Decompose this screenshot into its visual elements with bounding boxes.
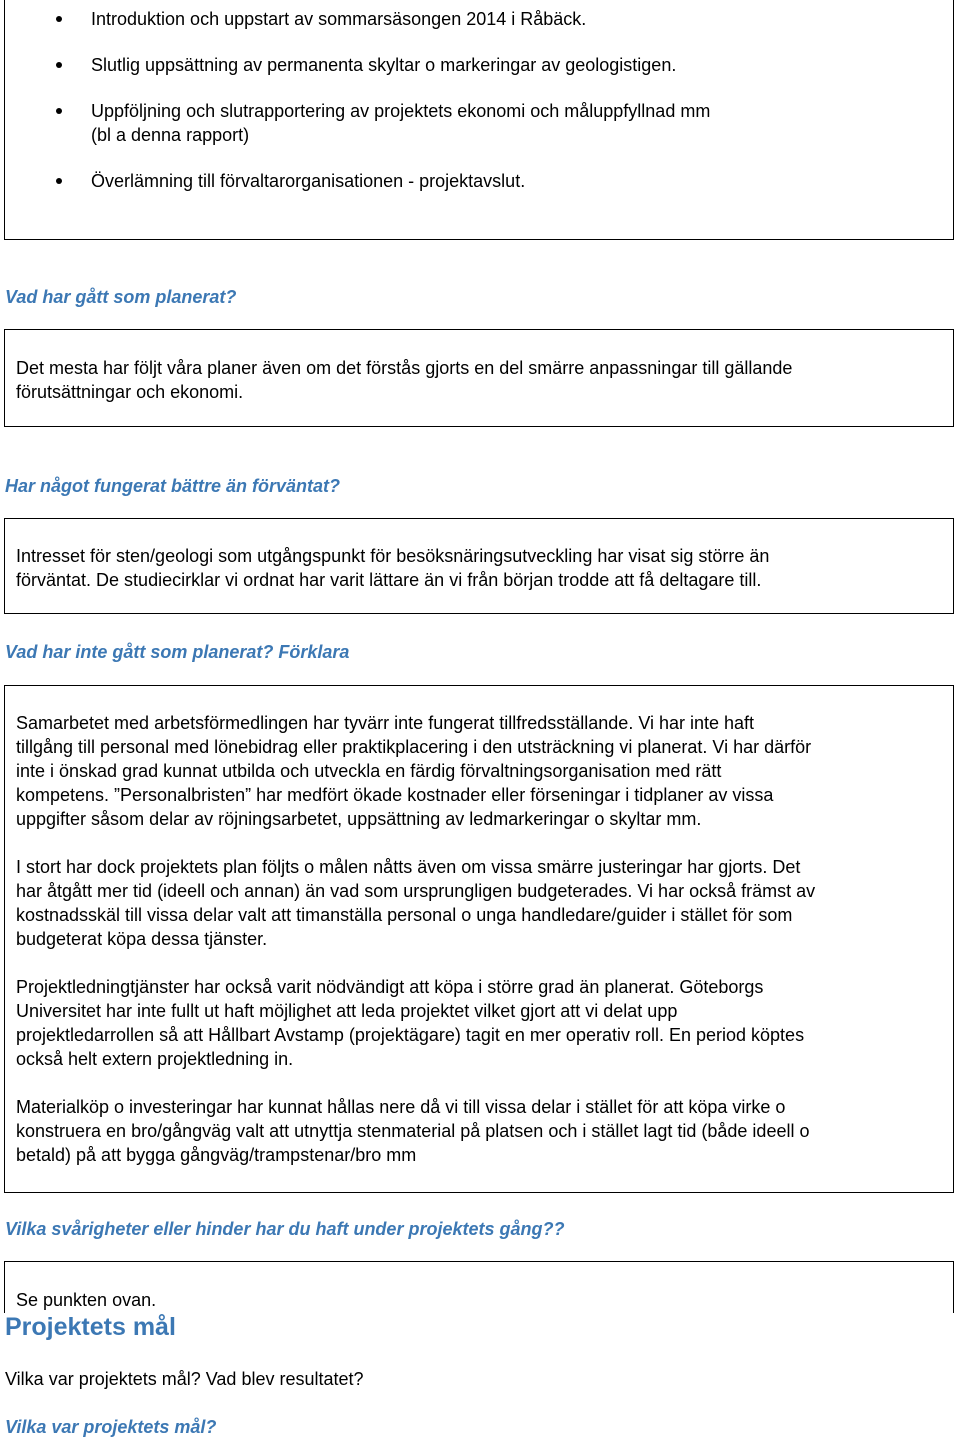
plan-bullet-item (5, 169, 953, 193)
answer-line: uppgifter såsom delar av röjningsarbetet, uppsättning av ledmarkeringar o skyltar mm. (16, 809, 702, 829)
plan-bullet-text: Introduktion och uppstart av sommarsäsongen 2014 i Råbäck. (91, 9, 587, 29)
bullet-dot-icon (56, 62, 62, 68)
plan-bullet-text: Överlämning till förvaltarorganisationen - projektavslut. (91, 171, 526, 191)
answer-line: Projektledningtjänster har också varit nödvändigt att köpa i större grad än planerat. Göteborgs (16, 977, 764, 997)
not-planned-answer-text (16, 711, 815, 1167)
answer-line: inte i önskad grad kunnat utbilda och utveckla en färdig förvaltningsorganisation med rätt (16, 761, 722, 781)
plan-bullet-text: Slutlig uppsättning av permanenta skyltar o markeringar av geologistigen. (91, 55, 677, 75)
goals-subheading: Vilka var projektets mål? (5, 1417, 217, 1437)
plan-box (4, 0, 954, 240)
answer-line: betald) på att bygga gångväg/trampstenar/bro mm (16, 1145, 417, 1165)
answer-line: kompetens. ”Personalbristen” har medfört ökade kostnader eller förseningar i tidplaner av vissa (16, 785, 774, 805)
plan-bullet-item (5, 99, 953, 147)
answer-paragraph (16, 1095, 815, 1167)
better-answer-box (4, 518, 954, 614)
answer-line: konstruera en bro/gångväg valt att utnyttja stenmaterial på platsen och i stället lagt tid (både ideell o (16, 1121, 810, 1141)
better-heading: Har något fungerat bättre än förväntat? (5, 476, 341, 496)
difficulties-answer-text: Se punkten ovan. (16, 1290, 157, 1310)
answer-line: har åtgått mer tid (ideell och annan) än vad som ursprungligen budgeterades. Vi har också främst av (16, 881, 816, 901)
plan-bullet-item (5, 53, 953, 77)
goals-title: Projektets mål (5, 1313, 176, 1341)
answer-line: också helt extern projektledning in. (16, 1049, 294, 1069)
planned-heading: Vad har gått som planerat? (5, 287, 237, 307)
bullet-dot-icon (56, 108, 62, 114)
goals-intro: Vilka var projektets mål? Vad blev resultatet? (5, 1369, 364, 1389)
answer-line: budgeterat köpa dessa tjänster. (16, 929, 268, 949)
planned-answer-text (16, 356, 792, 404)
plan-bullet-list (5, 7, 953, 193)
difficulties-heading: Vilka svårigheter eller hinder har du haft under projektets gång?? (5, 1219, 565, 1239)
difficulties-answer-box (4, 1261, 954, 1313)
answer-line: Materialköp o investeringar har kunnat hållas nere då vi till vissa delar i stället för att köpa virke o (16, 1097, 786, 1117)
answer-paragraph (16, 975, 815, 1071)
not-planned-answer-box (4, 685, 954, 1193)
not-planned-heading: Vad har inte gått som planerat? Förklara (5, 642, 350, 662)
better-answer-text (16, 544, 769, 592)
answer-line: tillgång till personal med lönebidrag eller praktikplacering i den utsträckning vi planerat. Vi har därför (16, 737, 812, 757)
plan-bullet-text: Uppföljning och slutrapportering av projektets ekonomi och måluppfyllnad mm (91, 101, 711, 121)
bullet-dot-icon (56, 16, 62, 22)
answer-line: Universitet har inte fullt ut haft möjlighet att leda projektet vilket gjort att vi delat upp (16, 1001, 678, 1021)
plan-bullet-item (5, 7, 953, 31)
answer-paragraph (16, 711, 815, 831)
answer-line: kostnadsskäl till vissa delar valt att timanställa personal o unga handledare/guider i stället för som (16, 905, 793, 925)
answer-paragraph (16, 855, 815, 951)
answer-line: förutsättningar och ekonomi. (16, 382, 244, 402)
answer-line: projektledarrollen så att Hållbart Avstamp (projektägare) tagit en mer operativ roll. En period köptes (16, 1025, 805, 1045)
plan-bullet-text: (bl a denna rapport) (91, 125, 250, 145)
answer-line: Det mesta har följt våra planer även om det förstås gjorts en del smärre anpassningar till gällande (16, 358, 793, 378)
planned-answer-box (4, 329, 954, 427)
answer-line: Intresset för sten/geologi som utgångspunkt för besöksnäringsutveckling har visat sig större än (16, 546, 770, 566)
answer-line: I stort har dock projektets plan följts o målen nåtts även om vissa smärre justeringar har gjorts. Det (16, 857, 801, 877)
answer-line: Samarbetet med arbetsförmedlingen har tyvärr inte fungerat tillfredsställande. Vi har inte haft (16, 713, 755, 733)
bullet-dot-icon (56, 178, 62, 184)
answer-line: förväntat. De studiecirklar vi ordnat har varit lättare än vi från början trodde att få deltagare till. (16, 570, 762, 590)
